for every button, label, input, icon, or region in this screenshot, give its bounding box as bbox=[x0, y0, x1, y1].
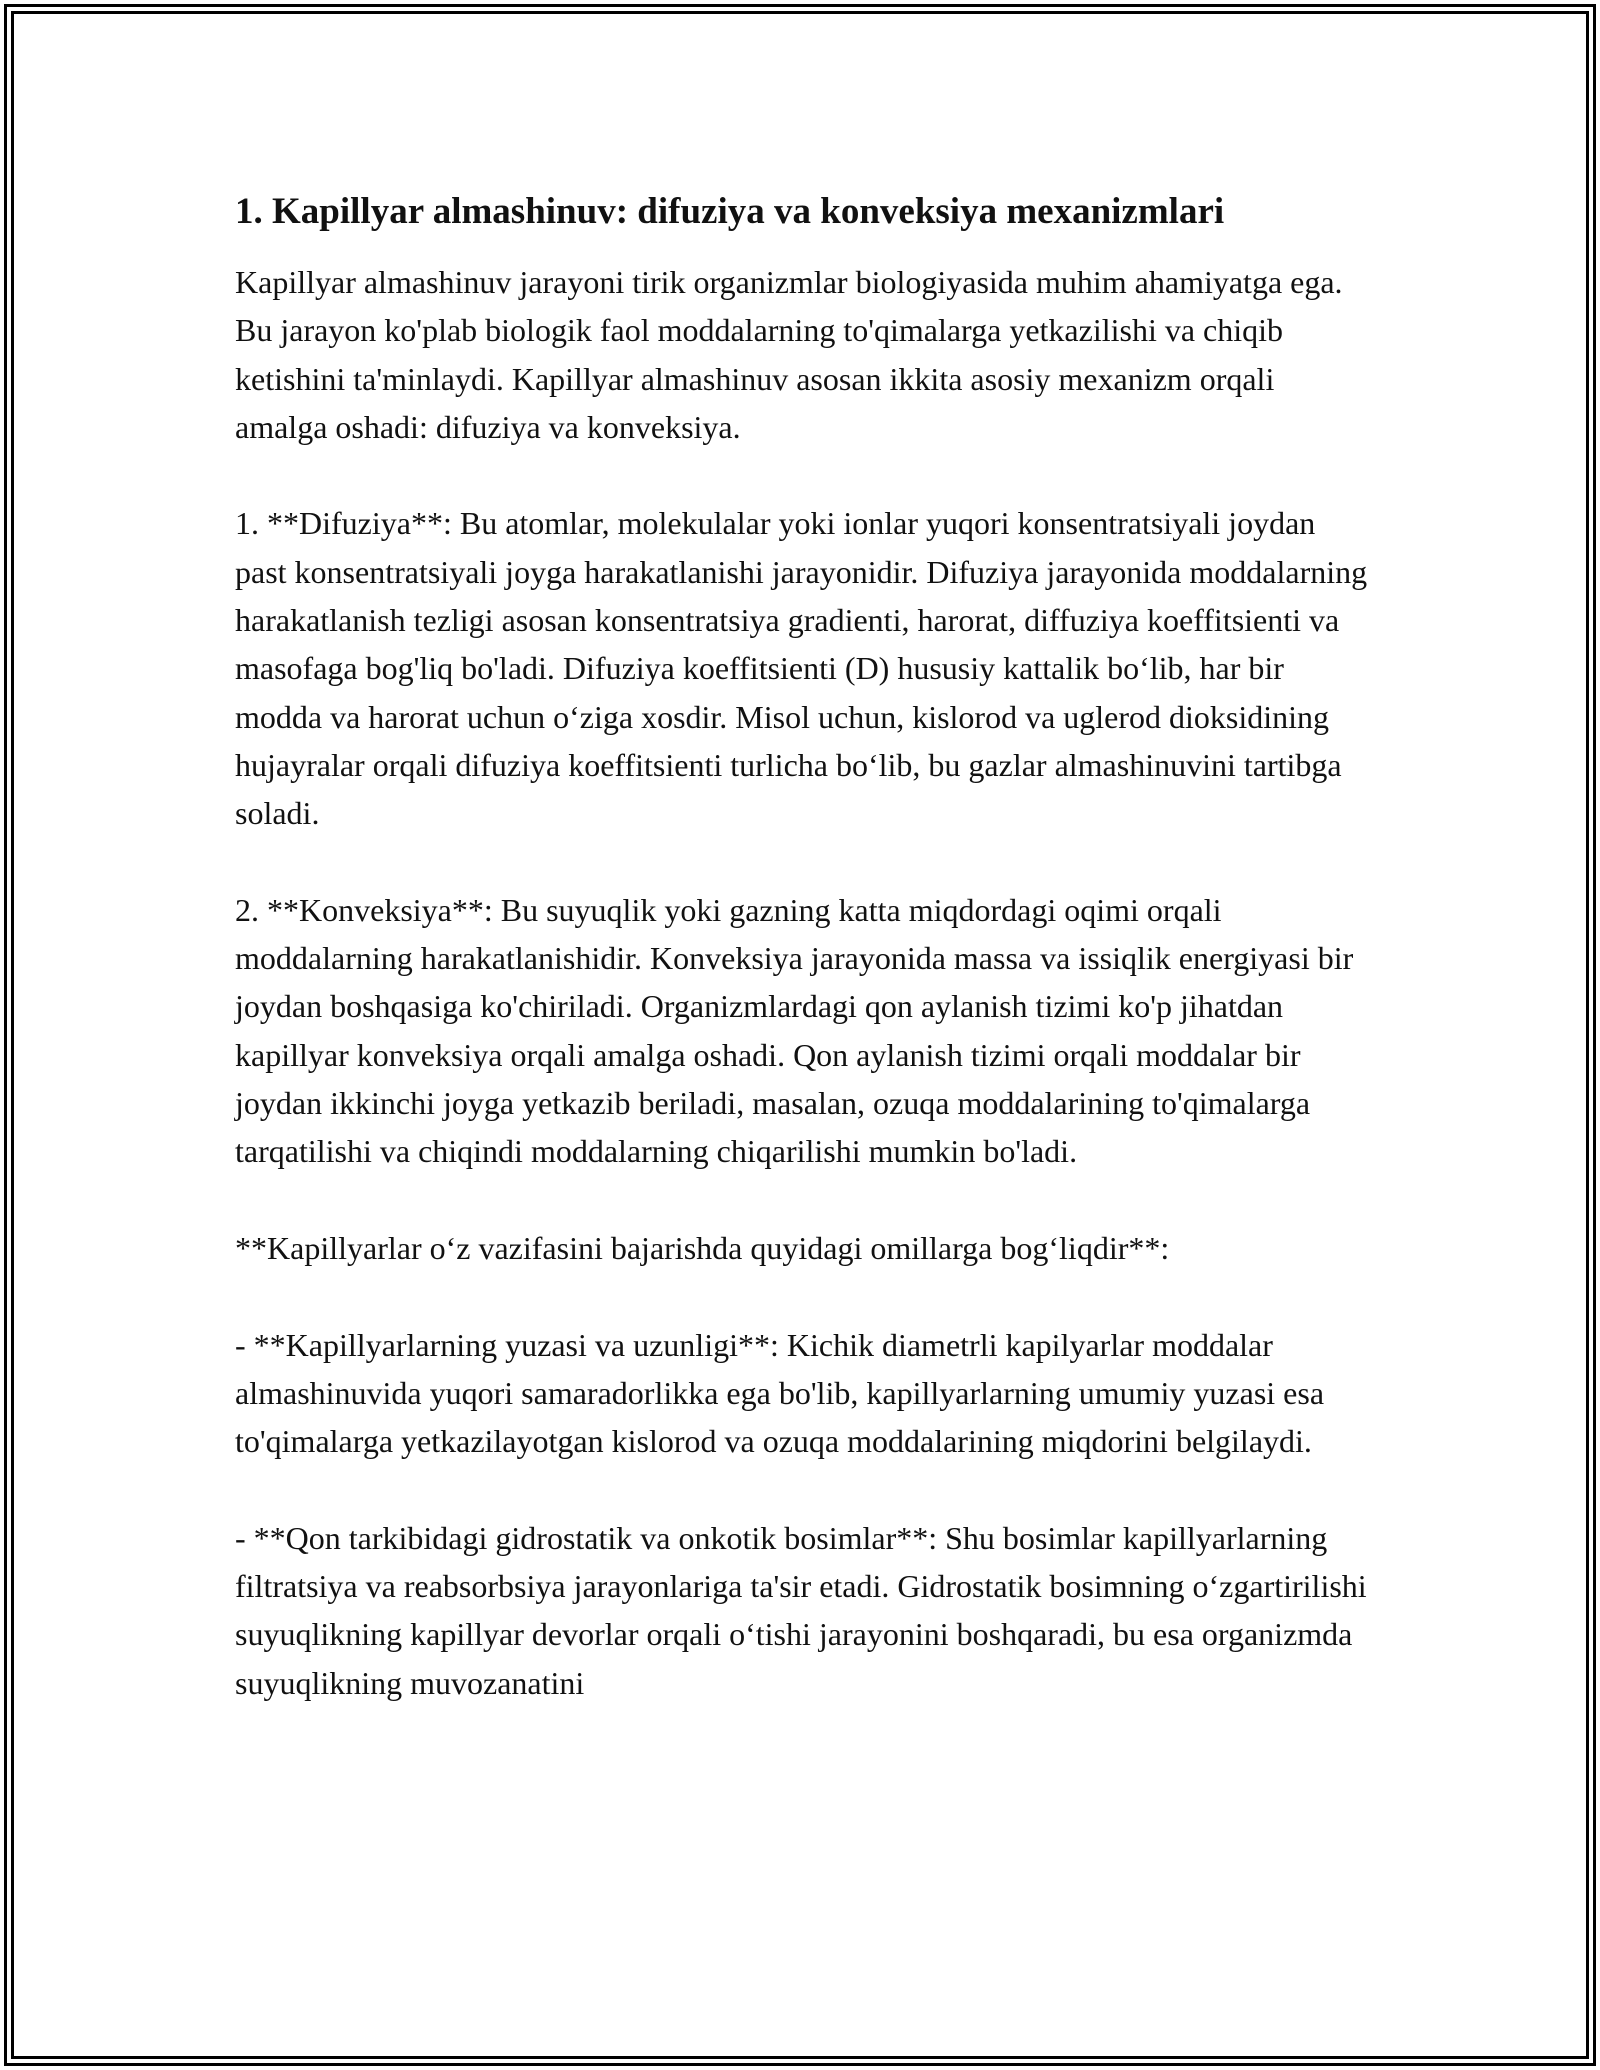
intro-paragraph: Kapillyar almashinuv jarayoni tirik organizmlar biologiyasida muhim ahamiyatga ega. Bu jarayon ko'plab biologik faol moddalarning to'qimalarga yetkazilishi va chiqib ketishini ta'minlaydi. Kapillyar almashinuv asosan ikkita asosiy mexanizm orqali amalga oshadi: difuziya va konveksiya. bbox=[235, 264, 1343, 445]
surface-length-paragraph: - **Kapillyarlarning yuzasi va uzunligi**: Kichik diametrli kapilyarlar moddalar almashinuvida yuqori samaradorlikka ega bo'lib, kapillyarlarning umumiy yuzasi esa to'qimalarga yetkazilayotgan kislorod va ozuqa moddalarining miqdorini belgilaydi. bbox=[235, 1326, 1325, 1460]
pressure-paragraph: - **Qon tarkibidagi gidrostatik va onkotik bosimlar**: Shu bosimlar kapillyarlarning filtratsiya va reabsorbsiya jarayonlariga ta'sir etadi. Gidrostatik bosimning o‘zgartirilishi suyuqlikning kapillyar devorlar orqali o‘tishi jarayonini boshqaradi, bu esa organizmda suyuqlikning muvozanatini bbox=[235, 1519, 1367, 1701]
factors-intro-paragraph: **Kapillyarlar o‘z vazifasini bajarishda quyidagi omillarga bog‘liqdir**: bbox=[235, 1229, 1170, 1266]
section-heading: 1. Kapillyar almashinuv: difuziya va konveksiya mexanizmlari bbox=[235, 191, 1225, 232]
document-body bbox=[235, 188, 1370, 1707]
convection-paragraph: 2. **Konveksiya**: Bu suyuqlik yoki gazning katta miqdordagi oqimi orqali moddalarning harakatlanishidir. Konveksiya jarayonida massa va issiqlik energiyasi bir joydan boshqasiga ko'chiriladi. Organizmlardagi qon aylanish tizimi ko'p jihatdan kapillyar konveksiya orqali amalga oshadi. Qon aylanish tizimi orqali moddalar bir joydan ikkinchi joyga yetkazib beriladi, masalan, ozuqa moddalarining to'qimalarga tarqatilishi va chiqindi moddalarning chiqarilishi mumkin bo'ladi. bbox=[235, 891, 1354, 1170]
diffusion-paragraph: 1. **Difuziya**: Bu atomlar, molekulalar yoki ionlar yuqori konsentratsiyali joydan past konsentratsiyali joyga harakatlanishi jarayonidir. Difuziya jarayonida moddalarning harakatlanish tezligi asosan konsentratsiya gradienti, harorat, diffuziya koeffitsienti va masofaga bog'liq bo'ladi. Difuziya koeffitsienti (D) hususiy kattalik bo‘lib, har bir modda va harorat uchun o‘ziga xosdir. Misol uchun, kislorod va uglerod dioksidining hujayralar orqali difuziya koeffitsienti turlicha bo‘lib, bu gazlar almashinuvini tartibga soladi. bbox=[235, 505, 1368, 832]
